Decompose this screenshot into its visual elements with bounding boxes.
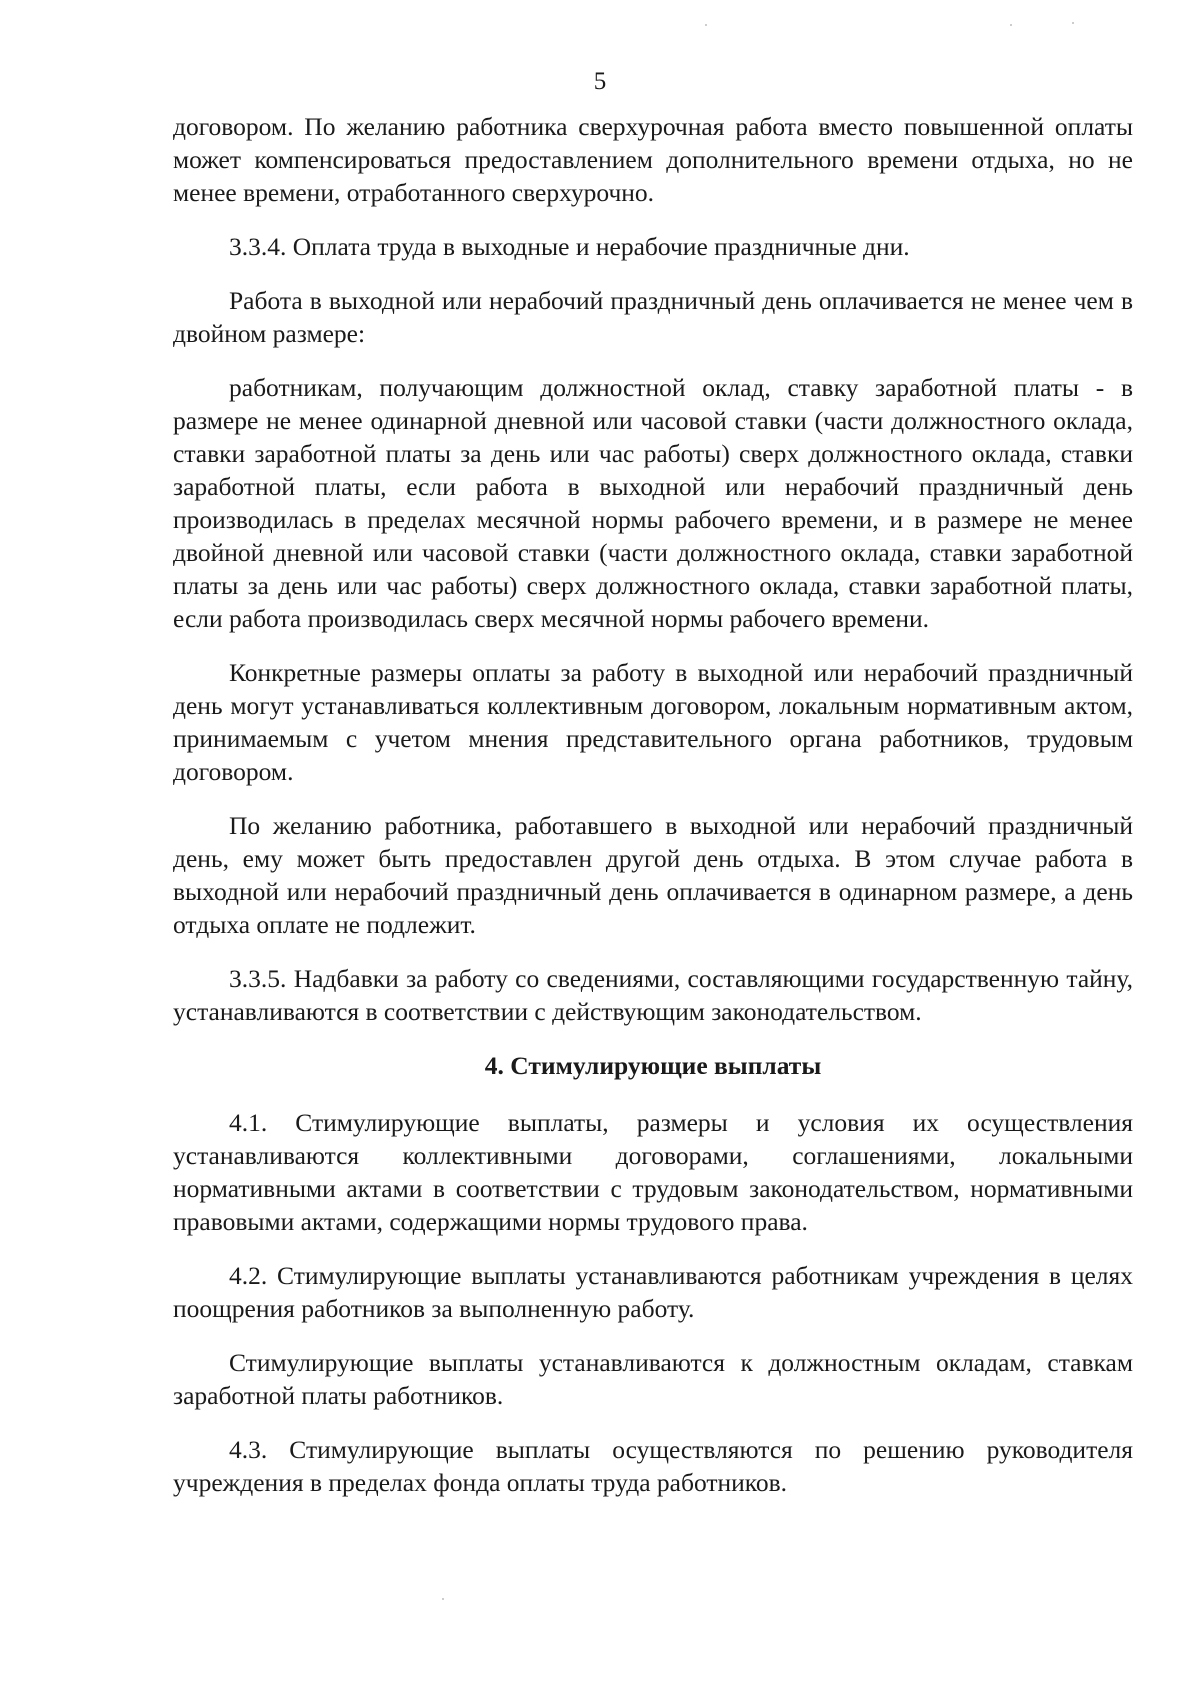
clause-4-3: 4.3. Стимулирующие выплаты осуществляются по решению руководителя учреждения в пределах фонда оплаты труда работников. [173, 1435, 1133, 1497]
paragraph-day-off: По желанию работника, работавшего в выходной или нерабочий праздничный день, ему может быть предоставлен другой день отдыха. В этом случае работа в выходной или нерабочий праздничный день оплачивается в одинарном размере, а день отдыха оплате не подлежит. [173, 811, 1133, 939]
paragraph-specific-rates: Конкретные размеры оплаты за работу в выходной или нерабочий праздничный день могут устанавливаться коллективным договором, локальным нормативным актом, принимаемым с учетом мнения представительного органа работников, трудовым договором. [173, 658, 1133, 786]
page-number: 5 [593, 68, 607, 95]
scan-speck [442, 1598, 444, 1600]
scan-speck [1072, 22, 1074, 24]
document-body [173, 110, 1133, 1520]
paragraph-continuation: договором. По желанию работника сверхурочная работа вместо повышенной оплаты может компенсироваться предоставлением дополнительного времени отдыха, но не менее времени, отработанного сверхурочно. [173, 112, 1133, 207]
paragraph-salaried-workers: работникам, получающим должностной оклад, ставку заработной платы - в размере не менее одинарной дневной или часовой ставки (части должностного оклада, ставки заработной платы за день или час работы) сверх должностного оклада, ставки заработной платы, если работа в выходной или нерабочий праздничный день производилась в пределах месячной нормы рабочего времени, и в размере не менее двойной дневной или часовой ставки (части должностного оклада, ставки заработной платы за день или час работы) сверх должностного оклада, ставки заработной платы, если работа производилась сверх месячной нормы рабочего времени. [173, 373, 1133, 633]
clause-4-1: 4.1. Стимулирующие выплаты, размеры и условия их осуществления устанавливаются коллективными договорами, соглашениями, локальными нормативными актами в соответствии с трудовым законодательством, нормативными правовыми актами, содержащими нормы трудового права. [173, 1108, 1133, 1236]
paragraph-double-pay: Работа в выходной или нерабочий праздничный день оплачивается не менее чем в двойном размере: [173, 286, 1133, 348]
paragraph-bonus-to-salaries: Стимулирующие выплаты устанавливаются к должностным окладам, ставкам заработной платы работников. [173, 1348, 1133, 1410]
section-4-heading: 4. Стимулирующие выплаты [484, 1051, 822, 1080]
scan-speck [1010, 24, 1012, 26]
scan-speck [705, 24, 707, 26]
clause-3-3-4-title: 3.3.4. Оплата труда в выходные и нерабочие праздничные дни. [229, 232, 910, 261]
clause-3-3-5: 3.3.5. Надбавки за работу со сведениями, составляющими государственную тайну, устанавливаются в соответствии с действующим законодательством. [173, 964, 1133, 1026]
clause-4-2: 4.2. Стимулирующие выплаты устанавливаются работникам учреждения в целях поощрения работников за выполненную работу. [173, 1261, 1133, 1323]
